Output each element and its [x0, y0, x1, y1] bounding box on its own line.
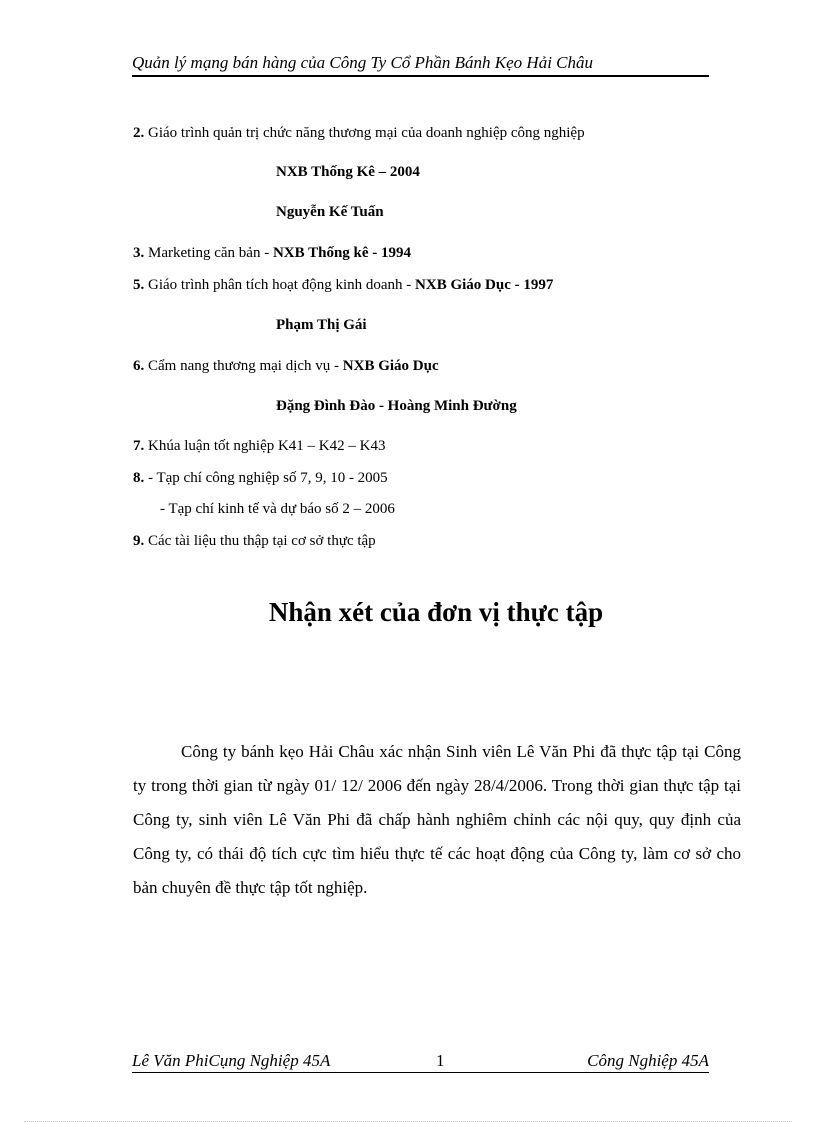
reference-item-8: 8. - Tạp chí công nghiệp số 7, 9, 10 - 2005	[133, 470, 388, 486]
reference-item-8b: - Tạp chí kinh tế và dự báo số 2 – 2006	[160, 501, 395, 517]
reference-author-6: Đặng Đình Đào - Hoàng Minh Đường	[276, 398, 517, 414]
reference-publisher-2: NXB Thống Kê – 2004	[276, 164, 420, 180]
reference-item-6: 6. Cẩm nang thương mại dịch vụ - NXB Giáo Dục	[133, 358, 439, 374]
reference-item-2: 2. Giáo trình quản trị chức năng thương mại của doanh nghiệp công nghiệp	[133, 125, 585, 141]
reference-author-5: Phạm Thị Gái	[276, 317, 367, 333]
page-footer	[132, 1050, 709, 1073]
evaluation-paragraph: Công ty bánh kẹo Hải Châu xác nhận Sinh viên Lê Văn Phi đã thực tập tại Công ty trong thời gian từ ngày 01/ 12/ 2006 đến ngày 28/4/2006. Trong thời gian thực tập tại Công ty, sinh viên Lê Văn Phi đã chấp hành nghiêm chỉnh các nội quy, quy định của Công ty, có thái độ tích cực tìm hiểu thực tế các hoạt động của Công ty, làm cơ sở cho bản chuyên đề thực tập tốt nghiệp.	[133, 742, 741, 897]
reference-item-3: 3. Marketing căn bản - NXB Thống kê - 1994	[133, 245, 412, 261]
header-title: Quản lý mạng bán hàng của Công Ty Cổ Phần Bánh Kẹo Hải Châu	[132, 53, 594, 72]
footer-left: Lê Văn PhiCụng Nghiệp 45A	[132, 1051, 331, 1070]
page-number: 1	[436, 1051, 445, 1070]
reference-item-9: 9. Các tài liệu thu thập tại cơ sở thực tập	[133, 533, 376, 549]
reference-item-5: 5. Giáo trình phân tích hoạt động kinh doanh - NXB Giáo Dục - 1997	[133, 277, 554, 293]
reference-item-7: 7. Khúa luận tốt nghiệp K41 – K42 – K43	[133, 438, 386, 454]
section-title: Nhận xét của đơn vị thực tập	[268, 597, 604, 627]
page-bottom-divider	[24, 1121, 792, 1122]
reference-author-2: Nguyễn Kế Tuấn	[276, 204, 384, 220]
page-header	[132, 52, 709, 77]
footer-right: Công Nghiệp 45A	[587, 1051, 709, 1070]
